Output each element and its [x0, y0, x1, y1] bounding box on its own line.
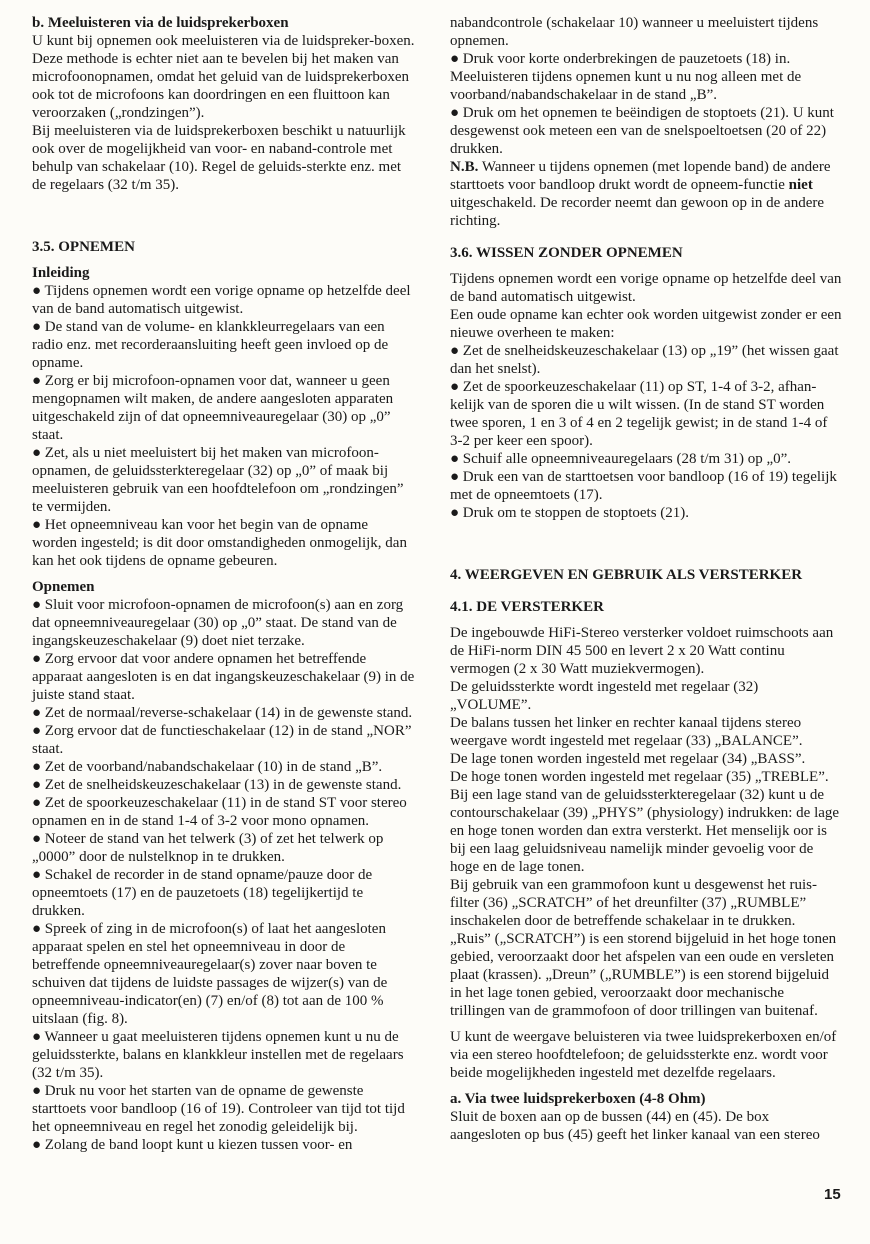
left-column	[32, 14, 416, 1154]
section-4-1-paragraph: De lage tonen worden ingesteld met regelaar (34) „BASS”.	[450, 751, 806, 767]
opnemen-item: ● Zolang de band loopt kunt u kiezen tussen voor- en	[32, 1137, 353, 1153]
section-3-6-title: 3.6. WISSEN ZONDER OPNEMEN	[450, 245, 683, 261]
inleiding-item: ● Het opneemniveau kan voor het begin van de opname worden ingesteld; is dit door omstandigheden onmogelijk, dan kan het ook tijdens de opname gebeuren.	[32, 517, 407, 569]
spacer	[450, 584, 842, 598]
nb-text-1: Wanneer u tijdens opnemen (met lopende band) de andere starttoets voor bandloop drukt wordt de opneem-functie	[450, 159, 831, 193]
opnemen-item: ● Zet de voorband/nabandschakelaar (10) in de stand „B”.	[32, 759, 383, 775]
section-3-6-paragraph-2: Een oude opname kan echter ook worden uitgewist zonder er een nieuwe overheen te maken:	[450, 307, 842, 341]
spacer	[32, 256, 416, 264]
inleiding-item: ● Tijdens opnemen wordt een vorige opname op hetzelfde deel van de band automatisch uitgewist.	[32, 283, 411, 317]
section-4-1-paragraph: De ingebouwde HiFi-Stereo versterker voldoet ruimschoots aan de HiFi-norm DIN 45 500 en levert 2 x 20 Watt continu vermogen (2 x 30 Watt muziekvermogen).	[450, 625, 834, 677]
opnemen-item: ● Druk nu voor het starten van de opname de gewenste starttoets voor bandloop (16 of 19). Controleer van tijd tot tijd het opneemniveau en regel het zonodig geleidelijk bij.	[32, 1083, 405, 1135]
section-4-1-title: 4.1. DE VERSTERKER	[450, 599, 604, 615]
continued-item: ● Druk voor korte onderbrekingen de pauzetoets (18) in. Meeluisteren tijdens opnemen kunt u nu nog alleen met de voorband/nabandschakelaar in de stand „B”.	[450, 51, 802, 103]
opnemen-item: ● Schakel de recorder in de stand opname/pauze door de opneemtoets (17) en de pauzetoets (18) tegelijkertijd te drukken.	[32, 867, 373, 919]
opnemen-item: ● Zet de snelheidskeuzeschakelaar (13) in de gewenste stand.	[32, 777, 402, 793]
right-column	[450, 14, 842, 1144]
page-number: 15	[824, 1186, 841, 1203]
inleiding-item: ● Zet, als u niet meeluistert bij het maken van microfoon-opnamen, de geluidssterkteregelaar (32) op „0” of maak bij meeluisteren gebruik van een hoofdtelefoon om „rondzingen” te vermijden.	[32, 445, 404, 515]
section-4-1-paragraph: „Ruis” („SCRATCH”) is een storend bijgeluid in het hoge tonen gebied, veroorzaakt door het afspelen van een oude en versleten plaat (krassen). „Dreun” („RUMBLE”) is een storend bijgeluid in het lage tonen gebied, veroorzaakt door mechanische trillingen van de grammofoon of door trillingen van buitenaf.	[450, 931, 837, 1019]
inleiding-item: ● Zorg er bij microfoon-opnamen voor dat, wanneer u geen mengopnamen wilt maken, de andere aangesloten apparaten uitgeschakeld zijn of dat opneemniveauregelaar (30) op „0” staat.	[32, 373, 394, 443]
section-a-paragraph: Sluit de boxen aan op de bussen (44) en (45). De box aangesloten op bus (45) geeft het linker kanaal van een stereo	[450, 1109, 820, 1143]
section-4-1-paragraph: De geluidssterkte wordt ingesteld met regelaar (32) „VOLUME”.	[450, 679, 759, 713]
section-4-1-last-paragraph: U kunt de weergave beluisteren via twee luidsprekerboxen en/of via een stereo hoofdtelefoon; de geluidssterkte enz. wordt voor beide mogelijkheden ingesteld met dezelfde regelaars.	[450, 1029, 837, 1081]
section-3-6-item: ● Druk om te stoppen de stoptoets (21).	[450, 505, 690, 521]
inleiding-item: ● De stand van de volume- en klankkleurregelaars van een radio enz. met recorderaansluiting heeft geen invloed op de opname.	[32, 319, 389, 371]
opnemen-title: Opnemen	[32, 579, 95, 595]
section-3-6-item: ● Zet de snelheidskeuzeschakelaar (13) op „19” (het wissen gaat dan het snelst).	[450, 343, 839, 377]
opnemen-item: ● Sluit voor microfoon-opnamen de microfoon(s) aan en zorg dat opneemniveauregelaar (30) op „0” staat. De stand van de ingangskeuzeschakelaar (9) doet niet terzake.	[32, 597, 404, 649]
section-4-title: 4. WEERGEVEN EN GEBRUIK ALS VERSTERKER	[450, 567, 803, 583]
nb-emphasis: niet	[788, 177, 813, 193]
nb-text-2: uitgeschakeld. De recorder neemt dan gewoon op in de andere richting.	[450, 195, 825, 229]
spacer	[32, 194, 416, 238]
opnemen-item: ● Zet de spoorkeuzeschakelaar (11) in de stand ST voor stereo opnamen en in de stand 1-4 of 3-2 voor mono opnamen.	[32, 795, 407, 829]
spacer	[450, 1082, 842, 1090]
nb-label: N.B.	[450, 159, 479, 175]
section-3-6-item: ● Zet de spoorkeuzeschakelaar (11) op ST, 1-4 of 3-2, afhan-kelijk van de sporen die u wilt wissen. (In de stand ST worden twee sporen, 1 en 3 of 4 en 2 tegelijk gewist; in de stand 1-4 of 3-2 per keer een spoor).	[450, 379, 828, 449]
spacer	[450, 262, 842, 270]
section-4-1-paragraph: Bij een lage stand van de geluidssterkteregelaar (32) kunt u de contourschakelaar (39) „PHYS” (physiology) indrukken: de lage en hoge tonen worden dan extra versterkt. Het menselijk oor is bij een laag geluidsniveau namelijk minder gevoelig voor de hoge en de lage tonen.	[450, 787, 840, 875]
nb-note	[450, 158, 842, 230]
spacer	[450, 1020, 842, 1028]
section-b-title: b. Meeluisteren via de luidsprekerboxen	[32, 15, 289, 31]
opnemen-item: ● Noteer de stand van het telwerk (3) of zet het telwerk op „0000” door de nulstelknop in te drukken.	[32, 831, 384, 865]
section-b-paragraph-2: Bij meeluisteren via de luidsprekerboxen beschikt u natuurlijk ook over de mogelijkheid van voor- en naband-controle met behulp van schakelaar (10). Regel de geluids-sterkte enz. met de regelaars (32 t/m 35).	[32, 123, 406, 193]
section-4-1-paragraph: Bij gebruik van een grammofoon kunt u desgewenst het ruis-filter (36) „SCRATCH” of het dreunfilter (37) „RUMBLE” inschakelen door de betreffende schakelaar in te drukken.	[450, 877, 818, 929]
spacer	[450, 522, 842, 566]
opnemen-item: ● Zet de normaal/reverse-schakelaar (14) in de gewenste stand.	[32, 705, 413, 721]
opnemen-item: ● Wanneer u gaat meeluisteren tijdens opnemen kunt u nu de geluidssterkte, balans en klankkleur instellen met de regelaars (32 t/m 35).	[32, 1029, 404, 1081]
section-a-title: a. Via twee luidsprekerboxen (4-8 Ohm)	[450, 1091, 706, 1107]
spacer	[450, 616, 842, 624]
section-3-6-item: ● Druk een van de starttoetsen voor bandloop (16 of 19) tegelijk met de opneemtoets (17).	[450, 469, 837, 503]
opnemen-item: ● Spreek of zing in de microfoon(s) of laat het aangesloten apparaat spelen en stel het opneemniveau in door de betreffende opneemniveauregelaar(s) zover naar boven te schuiven dat tijdens de luidste passages de wijzer(s) van de opneemniveau-indicator(en) (7) en/of (8) tot aan de 100 % uitslaan (fig. 8).	[32, 921, 388, 1027]
section-3-6-paragraph-1: Tijdens opnemen wordt een vorige opname op hetzelfde deel van de band automatisch uitgewist.	[450, 271, 842, 305]
opnemen-item: ● Zorg ervoor dat de functieschakelaar (12) in de stand „NOR” staat.	[32, 723, 412, 757]
inleiding-title: Inleiding	[32, 265, 90, 281]
section-4-1-paragraph: De hoge tonen worden ingesteld met regelaar (35) „TREBLE”.	[450, 769, 829, 785]
section-3-6-item: ● Schuif alle opneemniveauregelaars (28 t/m 31) op „0”.	[450, 451, 792, 467]
continued-item: ● Druk om het opnemen te beëindigen de stoptoets (21). U kunt desgewenst ook meteen een van de snelspoeltoetsen (20 of 22) drukken.	[450, 105, 834, 157]
opnemen-item: ● Zorg ervoor dat voor andere opnamen het betreffende apparaat aangesloten is en dat ingangskeuzeschakelaar (9) in de juiste stand staat.	[32, 651, 415, 703]
section-3-5-title: 3.5. OPNEMEN	[32, 239, 135, 255]
section-b-paragraph-1: U kunt bij opnemen ook meeluisteren via de luidspreker-boxen. Deze methode is echter niet aan te bevelen bij het maken van microfoonopnamen, omdat het geluid van de luidsprekerboxen ook tot de microfoons kan doordringen en een fluittoon kan veroorzaken („rondzingen”).	[32, 33, 415, 121]
spacer	[450, 230, 842, 244]
section-4-1-paragraph: De balans tussen het linker en rechter kanaal tijdens stereo weergave wordt ingesteld met regelaar (33) „BALANCE”.	[450, 715, 803, 749]
continued-paragraph: nabandcontrole (schakelaar 10) wanneer u meeluistert tijdens opnemen.	[450, 15, 819, 49]
spacer	[32, 570, 416, 578]
